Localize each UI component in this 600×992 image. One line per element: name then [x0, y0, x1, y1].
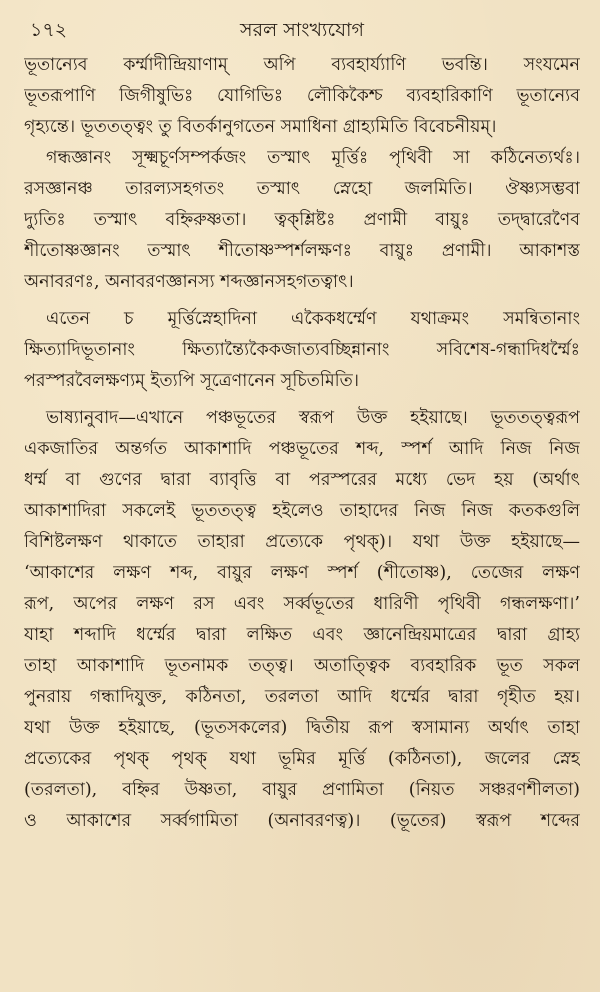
- text-line: রসজ্ঞানঞ্চ তারল্যসহগতং তস্মাৎ স্নেহো জলমিতি। ঔষ্ণ্যসম্ভবা: [24, 179, 580, 199]
- text-line: ভাষ্যানুবাদ—এখানে পঞ্চভূতের স্বরূপ উক্ত হইয়াছে। ভূততত্ত্বরূপ: [46, 408, 580, 428]
- paragraph: [24, 304, 580, 397]
- text-line: বিশিষ্টলক্ষণ থাকাতে তাহারা প্রত্যেকে পৃথক্‌)। যথা উক্ত হইয়াছে—: [24, 532, 580, 552]
- running-title: সরল সাংখ্যযোগ: [240, 19, 364, 41]
- paragraph: [24, 143, 580, 298]
- text-line: পুনরায় গন্ধাদিযুক্ত, কঠিনতা, তরলতা আদি ধর্ম্মের দ্বারা গৃহীত হয়।: [24, 687, 580, 707]
- paragraph: [24, 50, 580, 143]
- text-line: ভূতান্যেব কর্ম্মাদীন্দ্রিয়াণাম্‌ অপি ব্যবহার্য্যাণি ভবন্তি। সংযমেন: [24, 55, 580, 75]
- text-line: পরস্পরবৈলক্ষণ্যম্‌ ইত্যপি সূত্রেণানেন সূচিতমিতি।: [24, 371, 360, 391]
- page-number: ১৭২: [30, 19, 68, 41]
- text-line: প্রত্যেকের পৃথক্‌ পৃথক্‌ যথা ভূমির মূর্ত্তি (কঠিনতা), জলের স্নেহ: [24, 749, 580, 769]
- text-line: ধর্ম্ম বা গুণের দ্বারা ব্যাবৃত্তি বা পরস্পরের মধ্যে ভেদ হয় (অর্থাৎ: [24, 470, 580, 490]
- text-line: আকাশাদিরা সকলেই ভূততত্ত্ব হইলেও তাহাদের নিজ নিজ কতকগুলি: [24, 501, 580, 521]
- body-text: [24, 50, 580, 837]
- text-line: গৃহ্যন্তে। ভূততত্ত্বং তু বিতর্কানুগতেন সমাধিনা গ্রাহ্যমিতি বিবেচনীয়ম্‌।: [24, 117, 497, 137]
- text-line: ভূতরূপাণি জিগীষুভিঃ যোগিভিঃ লৌকিকৈশ্চ ব্যবহারিকাণি ভূতান্যেব: [24, 86, 580, 106]
- text-line: (তরলতা), বহ্নির উষ্ণতা, বায়ুর প্রণামিতা (নিয়ত সঞ্চরণশীলতা): [24, 780, 580, 800]
- text-line: রূপ, অপের লক্ষণ রস এবং সর্ব্বভূতের ধারিণী পৃথিবী গন্ধলক্ষণা।’: [24, 594, 580, 614]
- text-line: একজাতির অন্তর্গত আকাশাদি পঞ্চভূতের শব্দ, স্পর্শ আদি নিজ নিজ: [24, 439, 580, 459]
- text-line: দ্যুতিঃ তস্মাৎ বহ্নিরুষ্ণতা। ত্বক্‌শ্লিষ্টঃ প্রণামী বায়ুঃ তদ্দ্বারেণৈব: [24, 210, 580, 230]
- text-line: গন্ধজ্ঞানং সূক্ষ্মচূর্ণসম্পর্কজং তস্মাৎ মূর্ত্তিঃ পৃথিবী সা কঠিনেত্যর্থঃ।: [46, 148, 580, 168]
- running-head: [24, 14, 580, 50]
- text-line: তাহা আকাশাদি ভূতনামক তত্ত্ব। অতাত্ত্বিক ব্যবহারিক ভূত সকল: [24, 656, 580, 676]
- text-line: অনাবরণঃ, অনাবরণজ্ঞানস্য শব্দজ্ঞানসহগতত্বাৎ।: [24, 272, 354, 292]
- text-line: যথা উক্ত হইয়াছে, (ভূতসকলের) দ্বিতীয় রূপ স্বসামান্য অর্থাৎ তাহা: [24, 718, 580, 738]
- paragraph: [24, 403, 580, 837]
- text-line: ‘আকাশের লক্ষণ শব্দ, বায়ুর লক্ষণ স্পর্শ (শীতোষ্ণ), তেজের লক্ষণ: [24, 563, 580, 583]
- text-line: যাহা শব্দাদি ধর্ম্মের দ্বারা লক্ষিত এবং জ্ঞানেন্দ্রিয়মাত্রের দ্বারা গ্রাহ্য: [24, 625, 580, 645]
- text-line: ও আকাশের সর্ব্বগামিতা (অনাবরণত্ব)। (ভূতের) স্বরূপ শব্দের: [24, 811, 580, 831]
- text-line: শীতোষ্ণজ্ঞানং তস্মাৎ শীতোষ্ণস্পর্শলক্ষণঃ বায়ুঃ প্রণামী। আকাশস্ত: [24, 241, 580, 261]
- text-line: ক্ষিত্যাদিভূতানাং ক্ষিত্যান্ত্যৈকৈকজাত্যবচ্ছিন্নানাং সবিশেষ-গন্ধাদিধর্ম্মৈঃ: [24, 340, 580, 360]
- text-line: এতেন চ মূর্ত্তিস্নেহাদিনা একৈকধর্ম্মেণ যথাক্রমং সমন্বিতানাং: [46, 309, 580, 329]
